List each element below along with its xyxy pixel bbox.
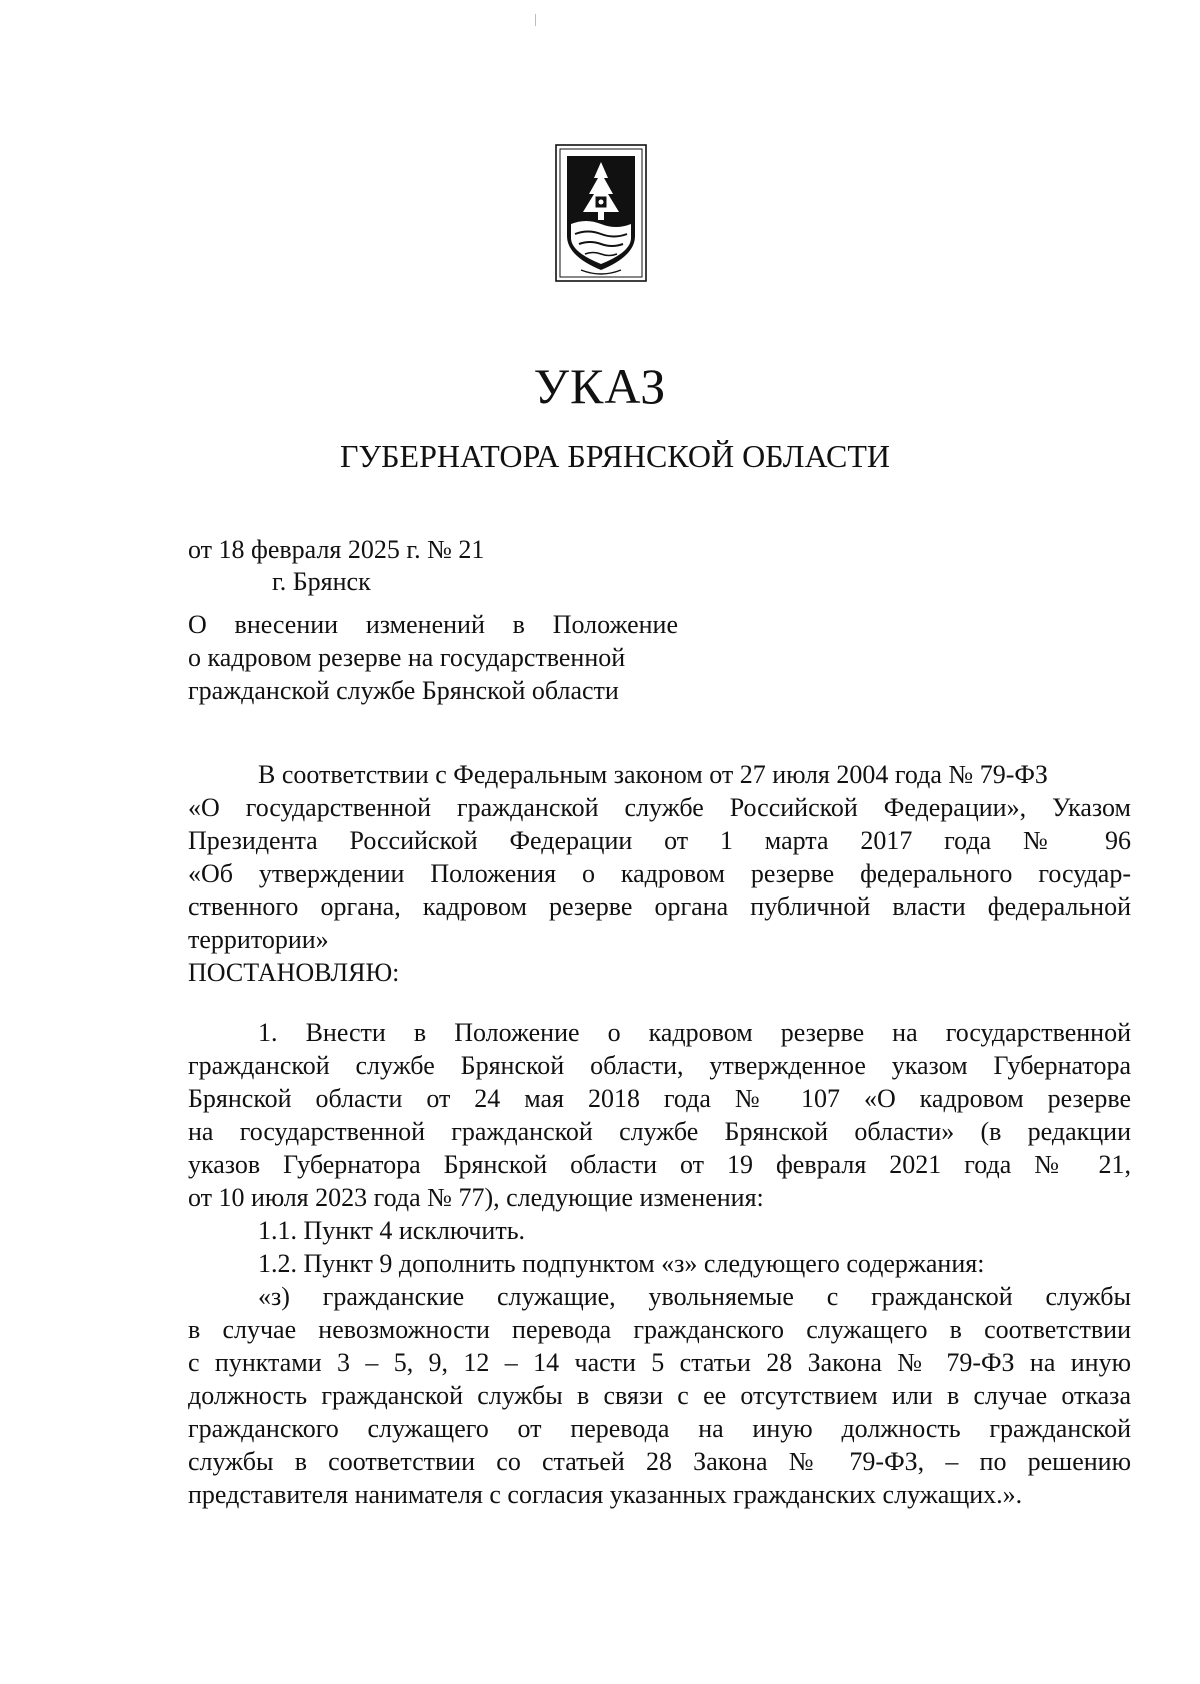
- document-subtitle: ГУБЕРНАТОРА БРЯНСКОЙ ОБЛАСТИ: [340, 438, 890, 474]
- item-line: в случае невозможности перевода гражданского служащего в соответствии: [188, 1315, 1131, 1344]
- preamble-line: ственного органа, кадровом резерве органа публичной власти федеральной: [188, 892, 1131, 921]
- preamble-paragraph: [188, 758, 1131, 989]
- document-heading: [188, 608, 678, 707]
- heading-line: гражданской службе Брянской области: [188, 676, 619, 705]
- item-line: 1.1. Пункт 4 исключить.: [258, 1216, 526, 1245]
- document-title: УКАЗ: [533, 358, 667, 414]
- heading-line: о кадровом резерве на государственной: [188, 643, 626, 672]
- item-line: службы в соответствии со статьей 28 Закона № 79-ФЗ, – по решению: [188, 1447, 1131, 1476]
- item-line: указов Губернатора Брянской области от 19 февраля 2021 года № 21,: [188, 1150, 1131, 1179]
- document-city: г. Брянск: [272, 567, 371, 596]
- preamble-line: Президента Российской Федерации от 1 марта 2017 года № 96: [188, 826, 1131, 855]
- item-line: от 10 июля 2023 года № 77), следующие изменения:: [188, 1183, 764, 1212]
- item-line: Брянской области от 24 мая 2018 года № 107 «О кадровом резерве: [188, 1084, 1131, 1113]
- item-line: гражданской службе Брянской области, утвержденное указом Губернатора: [188, 1051, 1131, 1080]
- item-line: «з) гражданские служащие, увольняемые с гражданской службы: [258, 1282, 1131, 1311]
- item-line: на государственной гражданской службе Брянской области» (в редакции: [188, 1117, 1131, 1146]
- item-line: с пунктами 3 – 5, 9, 12 – 14 части 5 статьи 28 Закона № 79-ФЗ на иную: [188, 1348, 1131, 1377]
- decree-items: [188, 1016, 1131, 1511]
- preamble-line: В соответствии с Федеральным законом от 27 июля 2004 года № 79-ФЗ: [258, 760, 1048, 789]
- coat-of-arms-emblem: [555, 144, 647, 282]
- scan-mark: [535, 14, 536, 26]
- item-line: гражданского служащего от перевода на иную должность гражданской: [188, 1414, 1131, 1443]
- item-line: представителя нанимателя с согласия указанных гражданских служащих.».: [188, 1480, 1023, 1509]
- preamble-line: «Об утверждении Положения о кадровом резерве федерального государ-: [188, 859, 1131, 888]
- item-line: 1. Внести в Положение о кадровом резерве на государственной: [258, 1018, 1131, 1047]
- item-line: должность гражданской службы в связи с ее отсутствием или в случае отказа: [188, 1381, 1131, 1410]
- heading-line: О внесении изменений в Положение: [188, 610, 678, 639]
- item-line: 1.2. Пункт 9 дополнить подпунктом «з» следующего содержания:: [258, 1249, 985, 1278]
- document-date-number: от 18 февраля 2025 г. № 21: [188, 535, 485, 564]
- preamble-line: «О государственной гражданской службе Российской Федерации», Указом: [188, 793, 1131, 822]
- preamble-line: территории»: [188, 925, 329, 954]
- decree-word: ПОСТАНОВЛЯЮ:: [188, 958, 400, 987]
